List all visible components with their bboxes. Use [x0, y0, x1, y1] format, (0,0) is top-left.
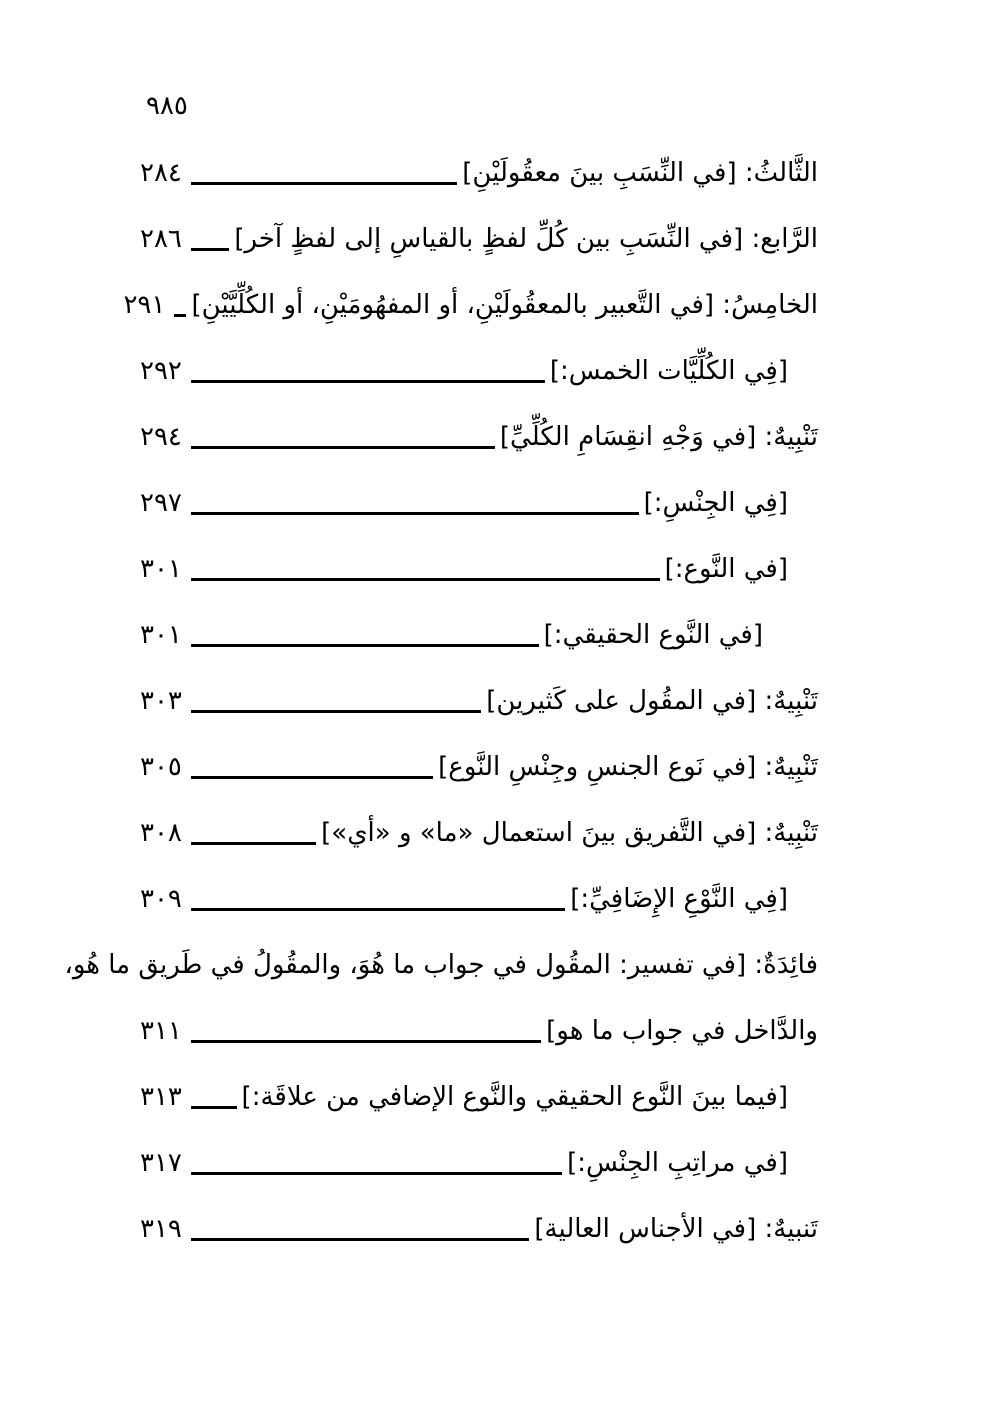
table-of-contents: [64, 140, 818, 1262]
leader-line: [191, 1104, 237, 1109]
toc-entry-first-line: [64, 932, 818, 998]
toc-entry-page-number: ٢٩٧: [140, 488, 182, 518]
toc-entry-page-number: ٣٠٣: [140, 686, 182, 716]
toc-entry: [140, 1064, 818, 1130]
toc-entry: [140, 602, 818, 668]
toc-entry-label: تَنبيهٌ: [في الأجناس العالية]: [534, 1214, 818, 1244]
toc-entry-page-number: ٢٩٤: [140, 422, 182, 452]
leader-line: [191, 378, 545, 383]
leader-line: [174, 312, 186, 317]
toc-entry: [140, 338, 818, 404]
toc-entry-label: والدَّاخل في جواب ما هو]: [546, 1016, 818, 1046]
toc-entry: [140, 734, 818, 800]
leader-line: [191, 906, 565, 911]
leader-line: [191, 642, 539, 647]
toc-entry-page-number: ٣٠٨: [140, 818, 182, 848]
toc-entry-page-number: ٢٨٦: [140, 224, 182, 254]
toc-entry-label: [في النَّوع:]: [664, 554, 788, 584]
folio-page-number-text: ٩٨٥: [146, 91, 188, 121]
toc-entry: [140, 206, 818, 272]
toc-entry: [140, 1130, 818, 1196]
toc-entry: [140, 668, 818, 734]
toc-entry-label: تَنْبِيهٌ: [في نَوع الجنسِ وجِنْسِ النَّوع]: [438, 752, 818, 782]
leader-line: [191, 1170, 562, 1175]
toc-entry-label: [في مراتِبِ الجِنْسِ:]: [567, 1148, 788, 1178]
leader-line: [191, 180, 457, 185]
toc-entry: [140, 866, 818, 932]
leader-line: [191, 1038, 541, 1043]
toc-entry-label: تَنْبِيهٌ: [في التَّفريق بينَ استعمال «ما» و «أي»]: [321, 818, 818, 848]
toc-entry-page-number: ٣٠٥: [140, 752, 182, 782]
toc-entry-continuation-line: [140, 998, 818, 1064]
toc-entry-label: [فِي الجِنْسِ:]: [643, 488, 788, 518]
toc-entry: [140, 404, 818, 470]
toc-entry-page-number: ٣١١: [140, 1016, 182, 1046]
toc-entry: [140, 1196, 818, 1262]
toc-entry: [140, 470, 818, 536]
toc-entry: [123, 272, 818, 338]
folio-page-number: [146, 88, 818, 124]
toc-entry-page-number: ٢٩٢: [140, 356, 182, 386]
toc-entry-page-number: ٢٩١: [123, 290, 166, 320]
leader-line: [191, 510, 639, 515]
toc-entry-label: تَنْبِيهٌ: [في وَجْهِ انقِسَامِ الكُلِّيِّ]: [499, 422, 818, 452]
toc-entry-page-number: ٣١٩: [140, 1214, 182, 1244]
leader-line: [191, 576, 660, 581]
leader-line: [191, 444, 495, 449]
toc-entry-label: الرَّابع: [في النِّسَبِ بين كُلِّ لفظٍ بالقياسِ إلى لفظٍ آخر]: [234, 224, 818, 254]
toc-entry-page-number: ٣١٣: [140, 1082, 182, 1112]
toc-entry-page-number: ٣٠١: [140, 554, 182, 584]
toc-entry: [140, 536, 818, 602]
leader-line: [191, 1236, 529, 1241]
leader-line: [191, 708, 481, 713]
leader-line: [191, 246, 229, 251]
leader-line: [191, 840, 316, 845]
leader-line: [191, 774, 433, 779]
toc-entry: [140, 140, 818, 206]
toc-entry-label: الثَّالثُ: [في النِّسَبِ بينَ معقُولَيْنِ]: [462, 158, 818, 188]
toc-entry-page-number: ٣٠١: [140, 620, 182, 650]
toc-entry: [140, 800, 818, 866]
toc-entry-label: [فِي النَّوْعِ الإِضَافِيِّ:]: [570, 884, 788, 914]
toc-entry-label: [فيما بينَ النَّوع الحقيقي والنَّوع الإضافي من علاقَة:]: [241, 1082, 788, 1112]
toc-entry-page-number: ٣١٧: [140, 1148, 182, 1178]
toc-entry-label: [فِي الكُلِّيَّات الخمس:]: [549, 356, 788, 386]
toc-entry-label: الخامِسُ: [في التَّعبير بالمعقُولَيْنِ، أو المفهُومَيْنِ، أو الكُلِّيَّيْنِ]: [191, 290, 818, 320]
toc-entry-label: فائِدَةٌ: [في تفسير: المقُول في جواب ما هُوَ، والمقُولُ في طَريق ما هُو،: [64, 950, 818, 980]
toc-entry-page-number: ٢٨٤: [140, 158, 182, 188]
toc-entry-page-number: ٣٠٩: [140, 884, 182, 914]
toc-entry-label: [في النَّوع الحقيقي:]: [543, 620, 763, 650]
toc-entry-label: تَنْبِيهٌ: [في المقُول على كَثيرين]: [486, 686, 818, 716]
